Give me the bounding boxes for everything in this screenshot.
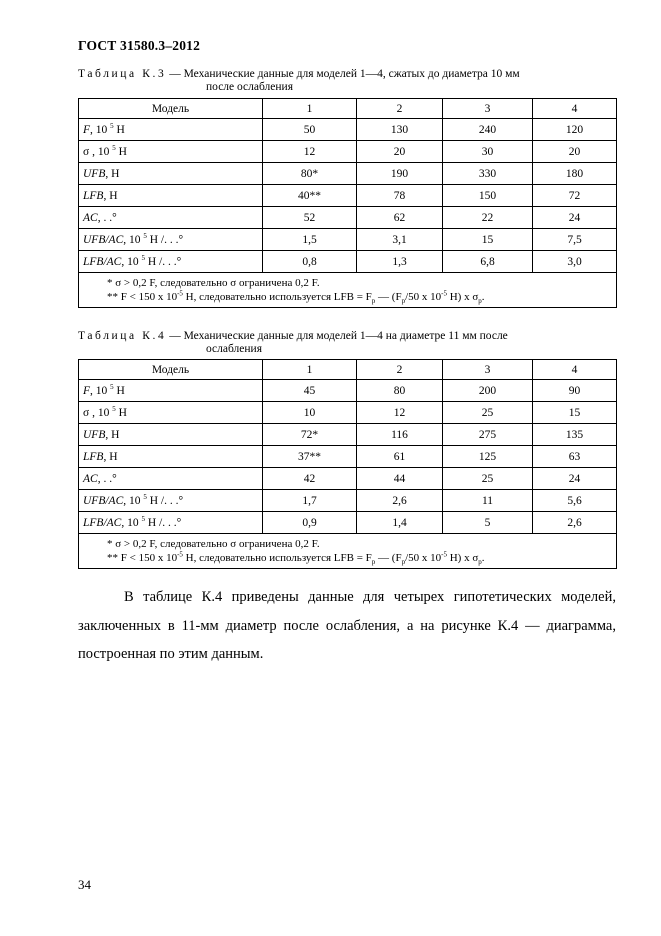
value-cell: 240 [443, 119, 533, 141]
table-row [79, 490, 617, 512]
table-row [79, 229, 617, 251]
table-k4-header-row [79, 360, 617, 380]
value-cell: 0,8 [263, 251, 357, 273]
note-fragment: ** F < 150 x 10 [107, 291, 178, 303]
param-exponent: 5 [141, 253, 145, 262]
value-cell: 61 [357, 446, 443, 468]
note-fragment: . [481, 291, 485, 303]
param-prefix: σ , 10 [83, 145, 113, 158]
value-cell: 62 [357, 207, 443, 229]
column-header: Модель [79, 99, 263, 119]
param-symbol: UFB [83, 167, 106, 180]
value-cell: 1,5 [263, 229, 357, 251]
table-k3-caption [78, 68, 616, 94]
note-fragment: Н, следовательно используется LFB = F [182, 552, 372, 564]
param-unit: , 10 [121, 516, 142, 529]
table-note-1: * σ > 0,2 F, следовательно σ ограничена 0,2 F. [107, 277, 320, 289]
note-fragment: p [371, 558, 376, 567]
param-unit: , . .° [97, 211, 117, 224]
param-exponent: 5 [110, 121, 114, 130]
table-k4-caption [78, 330, 616, 356]
table-k3-caption-text-line2: после ослабления [206, 81, 294, 93]
param-symbol: F [83, 384, 91, 397]
parameter-cell [79, 141, 263, 163]
table-k4-caption-label: Таблица К.4 [78, 330, 167, 342]
param-unit: , Н [103, 450, 118, 463]
param-unit: , 10 [121, 255, 142, 268]
param-unit: , Н [105, 428, 120, 441]
column-header: 3 [443, 99, 533, 119]
param-unit-suffix: Н /. . .° [146, 494, 184, 507]
value-cell: 330 [443, 163, 533, 185]
table-row [79, 380, 617, 402]
param-symbol: LFB/AC [83, 516, 122, 529]
value-cell: 3,0 [533, 251, 617, 273]
value-cell: 10 [263, 402, 357, 424]
note-fragment: Н) x σ [446, 291, 479, 303]
value-cell: 125 [443, 446, 533, 468]
table-note-2 [107, 290, 612, 304]
parameter-cell [79, 163, 263, 185]
param-prefix: σ , 10 [83, 406, 113, 419]
table-row [79, 185, 617, 207]
value-cell: 200 [443, 380, 533, 402]
note-fragment: — (F [375, 291, 402, 303]
note-fragment: /50 x 10 [405, 552, 442, 564]
table-k3 [78, 98, 617, 308]
value-cell: 12 [263, 141, 357, 163]
value-cell: 2,6 [357, 490, 443, 512]
column-header: Модель [79, 360, 263, 380]
param-exponent: 5 [143, 231, 147, 240]
value-cell: 7,5 [533, 229, 617, 251]
document-header: ГОСТ 31580.3–2012 [78, 38, 201, 53]
parameter-cell [79, 119, 263, 141]
table-k3-caption-label: Таблица К.3 [78, 68, 167, 80]
table-notes-row [79, 273, 617, 308]
param-unit-suffix: Н /. . .° [144, 255, 182, 268]
note-fragment: -5 [177, 289, 183, 298]
table-k3-header-row [79, 99, 617, 119]
table-k4-caption-text-line2: ослабления [206, 343, 262, 355]
column-header: 3 [443, 360, 533, 380]
table-row [79, 468, 617, 490]
table-row [79, 402, 617, 424]
table-row [79, 251, 617, 273]
note-fragment: p [478, 297, 482, 306]
parameter-cell [79, 251, 263, 273]
param-unit: , 10 [90, 384, 111, 397]
value-cell: 40** [263, 185, 357, 207]
parameter-cell [79, 446, 263, 468]
value-cell: 130 [357, 119, 443, 141]
param-unit: , Н [103, 189, 118, 202]
column-header: 1 [263, 99, 357, 119]
param-symbol: AC [83, 472, 98, 485]
table-k3-caption-dash: — [169, 68, 181, 80]
table-k4 [78, 359, 617, 569]
table-note-2 [107, 551, 612, 565]
param-exponent: 5 [112, 143, 116, 152]
note-fragment: p [401, 297, 406, 306]
param-unit-suffix: Н [113, 123, 125, 136]
table-row [79, 446, 617, 468]
param-unit-suffix: Н [113, 384, 125, 397]
param-unit: , 10 [123, 494, 144, 507]
value-cell: 5,6 [533, 490, 617, 512]
parameter-cell [79, 512, 263, 534]
note-fragment: p [371, 297, 376, 306]
value-cell: 90 [533, 380, 617, 402]
param-exponent: 5 [143, 492, 147, 501]
parameter-cell [79, 468, 263, 490]
param-unit-suffix: Н [115, 406, 127, 419]
value-cell: 25 [443, 402, 533, 424]
value-cell: 15 [533, 402, 617, 424]
param-exponent: 5 [141, 514, 145, 523]
value-cell: 52 [263, 207, 357, 229]
param-symbol: UFB [83, 428, 106, 441]
note-fragment: Н) x σ [446, 552, 479, 564]
value-cell: 44 [357, 468, 443, 490]
param-unit-suffix: Н /. . .° [146, 233, 184, 246]
value-cell: 5 [443, 512, 533, 534]
value-cell: 0,9 [263, 512, 357, 534]
param-symbol: LFB [83, 450, 104, 463]
note-fragment: -5 [441, 550, 447, 559]
param-symbol: LFB/AC [83, 255, 122, 268]
param-symbol: LFB [83, 189, 104, 202]
param-symbol: UFB/AC [83, 494, 124, 507]
param-symbol: F [83, 123, 91, 136]
note-fragment: -5 [441, 289, 447, 298]
param-unit-suffix: Н /. . .° [144, 516, 182, 529]
value-cell: 275 [443, 424, 533, 446]
table-notes-row [79, 534, 617, 569]
param-symbol: AC [83, 211, 98, 224]
parameter-cell [79, 490, 263, 512]
parameter-cell [79, 424, 263, 446]
param-unit: , 10 [90, 123, 111, 136]
value-cell: 80 [357, 380, 443, 402]
value-cell: 15 [443, 229, 533, 251]
note-fragment: — (F [375, 552, 402, 564]
table-k3-caption-text: Механические данные для моделей 1—4, сжатых до диаметра 10 мм [183, 68, 520, 80]
param-unit-suffix: Н [115, 145, 127, 158]
value-cell: 1,7 [263, 490, 357, 512]
parameter-cell [79, 185, 263, 207]
value-cell: 20 [533, 141, 617, 163]
note-fragment: ** F < 150 x 10 [107, 552, 178, 564]
value-cell: 24 [533, 468, 617, 490]
param-unit: , 10 [123, 233, 144, 246]
table-row [79, 207, 617, 229]
table-row [79, 119, 617, 141]
value-cell: 30 [443, 141, 533, 163]
table-notes [79, 534, 617, 569]
value-cell: 135 [533, 424, 617, 446]
param-symbol: UFB/AC [83, 233, 124, 246]
parameter-cell [79, 229, 263, 251]
parameter-cell [79, 402, 263, 424]
value-cell: 45 [263, 380, 357, 402]
param-unit: , Н [105, 167, 120, 180]
note-fragment: /50 x 10 [405, 291, 442, 303]
table-notes [79, 273, 617, 308]
param-unit: , . .° [97, 472, 117, 485]
table-row [79, 512, 617, 534]
param-exponent: 5 [112, 404, 116, 413]
column-header: 4 [533, 360, 617, 380]
value-cell: 12 [357, 402, 443, 424]
table-k4-caption-dash: — [169, 330, 181, 342]
note-fragment: Н, следовательно используется LFB = F [182, 291, 372, 303]
table-row [79, 163, 617, 185]
value-cell: 180 [533, 163, 617, 185]
value-cell: 1,3 [357, 251, 443, 273]
column-header: 1 [263, 360, 357, 380]
page-number: 34 [78, 877, 91, 892]
value-cell: 20 [357, 141, 443, 163]
value-cell: 78 [357, 185, 443, 207]
value-cell: 37** [263, 446, 357, 468]
body-paragraph: В таблице К.4 приведены данные для четырех гипотетических моделей, заключенных в 11-мм диаметр после ослабления, а на рисунке К.4 — диаграмма, построенная по этим данным. [78, 589, 616, 662]
column-header: 2 [357, 360, 443, 380]
column-header: 4 [533, 99, 617, 119]
parameter-cell [79, 380, 263, 402]
value-cell: 6,8 [443, 251, 533, 273]
table-row [79, 141, 617, 163]
value-cell: 2,6 [533, 512, 617, 534]
note-fragment: -5 [177, 550, 183, 559]
value-cell: 42 [263, 468, 357, 490]
value-cell: 72 [533, 185, 617, 207]
value-cell: 22 [443, 207, 533, 229]
value-cell: 150 [443, 185, 533, 207]
value-cell: 80* [263, 163, 357, 185]
parameter-cell [79, 207, 263, 229]
value-cell: 11 [443, 490, 533, 512]
note-fragment: . [481, 552, 485, 564]
param-exponent: 5 [110, 382, 114, 391]
value-cell: 50 [263, 119, 357, 141]
value-cell: 1,4 [357, 512, 443, 534]
table-k4-caption-text: Механические данные для моделей 1—4 на диаметре 11 мм после [183, 330, 508, 342]
value-cell: 120 [533, 119, 617, 141]
note-fragment: p [478, 558, 482, 567]
value-cell: 63 [533, 446, 617, 468]
column-header: 2 [357, 99, 443, 119]
value-cell: 3,1 [357, 229, 443, 251]
value-cell: 25 [443, 468, 533, 490]
value-cell: 116 [357, 424, 443, 446]
value-cell: 24 [533, 207, 617, 229]
note-fragment: p [401, 558, 406, 567]
table-row [79, 424, 617, 446]
table-note-1: * σ > 0,2 F, следовательно σ ограничена 0,2 F. [107, 538, 320, 550]
value-cell: 72* [263, 424, 357, 446]
value-cell: 190 [357, 163, 443, 185]
